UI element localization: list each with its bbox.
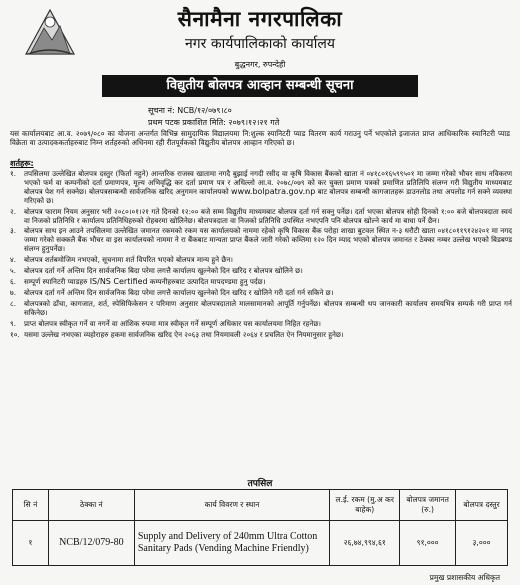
term-item: ४. बोलपत्र शर्तबमोजिम नभएको, सूचनामा शर्त विपरित भएको बोलपत्र मान्य हुने छैन। [10,255,233,265]
term-item: ५. बोलपत्र दर्ता गर्ने अन्तिम दिन सार्वजनिक बिदा परेमा लगत्तै कार्यालय खुल्नेको दिन खरिद र बोलपत्र खोलिने छ। [10,266,303,276]
col-header: ल.ई. रकम (मु.अ कर बाहेक) [330,490,400,521]
term-item: ६. सम्पूर्ण स्यानिटरी प्याडहरु IS/NS Certified कम्पनीहरुबाट उत्पादित मापदण्डमा हुनु पर्दछ। [10,276,266,286]
cell-estimate: २६,७४,९९४,६१ [330,521,400,566]
publish-date: प्रथम पटक प्रकाशित मिति: २०७९।१२।२१ गते [148,118,280,127]
schedule-title: तपसिल [247,479,273,489]
cell-bid-security: ९१,००० [400,521,456,566]
term-item: ८. बोलपत्रको ढाँचा, कागजात, शर्त, स्पेसिफिकेसन र परिमाण अनुसार बोलपत्रदाताले मालसामानको आपूर्ति गर्नुपर्नेछ। बोलपत्र सम्बन्धी थप जानकारी कार्यालय समयभित्र सम्पर्क गरी प्राप्त गर्न सकिनेछ। [10,298,512,317]
term-item: ९. प्राप्त बोलपत्र स्वीकृत गर्ने वा नगर्ने वा आंशिक रुपमा मात्र स्वीकृत गर्ने सम्पूर्ण अधिकार यस कार्यालयमा निहित रहनेछ। [10,318,321,328]
term-item: १. तपसिलमा उल्लेखित बोलपत्र दस्तुर (फिर्ता नहुने) आन्तरिक राजस्व खातामा नगदै बुझाई नगदी रसीद वा कृषि विकास बैंकको खाता नं ०४१८०१६५९९५०१ मा जम्मा गरेको भौचर साथ नविकरण भएको फर्म वा कम्पनीको दर्ता प्रमाणपत्र, मूल्य अभिवृद्धि कर दर्ता प्रमाण पत्र र अधिल्लो आ.व. २०७८/०७९ को कर चुक्ता प्रमाण पत्रको प्रमाणित प्रतिलिपि संलग्न गरी विद्युतीय माध्यमबाट बोलपत्र पेश गर्न सक्नेछ। बोलपत्रसम्बन्धी सार्वजनिक खरिद अनुगमन कार्यालयको www.bolpatra.gov.np बाट बोलपत्र सम्बन्धी कागजातहरू डाउनलोड तथा अपलोड गर्न सक्ने व्यवस्था गरिएको छ। [10,169,512,205]
table-header-row [13,490,508,521]
term-item: ३. बोलपत्र साथ इन आउने तपसिलमा उल्लेखित जमानत रकमको रकम यस कार्यालयको नाममा रहेको कृषि विकास बैंक परोहा शाखा बुटवल स्थित न-३ धरौटी खाता ०४१८०११९१२४२०१ मा नगद जम्मा गरेको सक्कलै बैंक भौचर वा इस कार्यालयको नाममा ने रा बैंकबाट मान्यता प्राप्त बैंकले जारी गरेको कम्तिमा १२० दिन म्याद भएको बोलपत्र जमानत र ठेक्का नम्बर उल्लेख भएको बिडबण्ड संलग्न हुनुपर्नेछ। [10,226,512,254]
cell-serial: १ [13,521,49,566]
cell-description: Supply and Delivery of 240mm Ultra Cotton Sanitary Pads (Vending Machine Friendly) [134,521,329,566]
office-address: बुद्धनगर, रुपन्देही [234,60,286,69]
office-subtitle: नगर कार्यपालिकाको कार्यालय [185,36,335,52]
term-item: २. बोलपत्र फाराम नियम अनुसार भरी २०८०।०१।२१ गते दिनको १२:०० बजे सम्म विद्युतीय माध्यमबाट बोलपत्र दर्ता गर्न सक्नु पर्नेछ। दर्ता भएका बोलपत्र सोही दिनको १:०० बजे बोलपत्रदाता स्वयं वा निजको प्रतिनिधि र कार्यालय प्रतिनिधिहरुको रोहबरमा खोलिनेछ। बोलपत्रदाता वा निजको प्रतिनिधि उपस्थित नभएपनि पनि बोलपत्र खोल्ने कार्य मा बाधा पर्ने छैन। [10,206,512,225]
bolpatra-link[interactable]: www.bolpatra.gov.np [231,186,316,196]
col-header: बोलपत्र जमानत (रु.) [400,490,456,521]
intro-paragraph: यस कार्यालयबाट आ.व. २०७९/०८० का योजना अन्तर्गत विभिन्न सामुदायिक विद्यालयमा नि:शुल्क स्यानिटरी प्याड वितरण कार्य गराउनु पर्ने भएकोले इजाजत प्राप्त आधिकारिक स्यानिटरी प्याड विक्रेता वा उत्पादककर्ताहरुबाट निम्न शर्तहरुको अधिनमा रही रीतपूर्वकको विद्युतीय बोलपत्र आव्हान गरिएको छ। [10,129,510,147]
cell-bid-fee: ३,००० [456,521,508,566]
table-row [13,521,508,566]
cell-contract-no: NCB/12/079-80 [48,521,134,566]
col-header: कार्य विवरण र स्थान [134,490,329,521]
terms-heading: शर्तहरू: [10,159,34,168]
signoff: प्रमुख प्रशासकीय अधिकृत [429,573,500,582]
schedule-table [12,489,508,566]
col-header: बोलपत्र दस्तुर [456,490,508,521]
term-item: १०. यसमा उल्लेख नभएका व्यहोराहरु हकमा सार्वजनिक खरिद ऐन २०६३ तथा नियमावली २०६४ र प्रचलित ऐन नियमानुसार हुनेछ। [10,329,344,339]
notice-number: सूचना नं: NCB/१२/०७९।८० [148,106,232,115]
municipality-title: सैनामैना नगरपालिका [177,6,343,31]
terms-list [10,170,512,341]
notice-banner: विद्युतीय बोलपत्र आव्हान सम्बन्धी सूचना [102,75,418,97]
col-header: सि नं [13,490,49,521]
col-header: ठेक्का नं [48,490,134,521]
term-item: ७. बोलपत्र दर्ता गर्ने अन्तिम दिन सार्वजनिक बिदा परेमा लगत्तै कार्यालय खुल्नेको दिन खरिद र खोलिने गरी दर्ता गर्न सकिने छ। [10,287,334,297]
